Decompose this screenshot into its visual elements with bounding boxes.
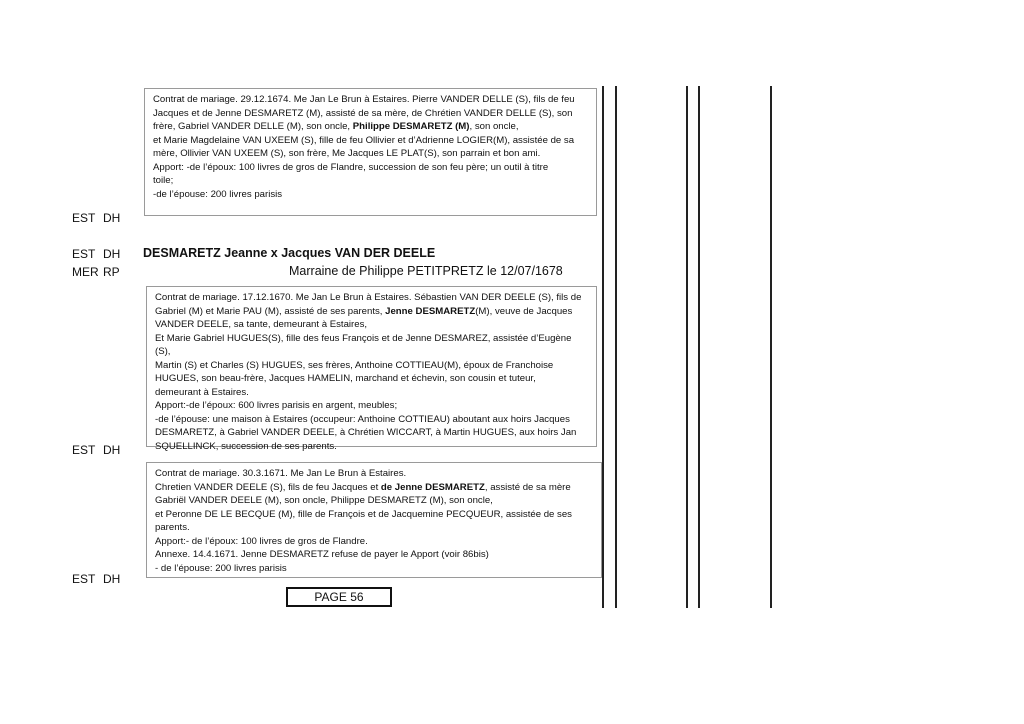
- contract-line: -de l’épouse: une maison à Estaires (occupeur: Anthoine COTTIEAU) aboutant aux hoirs Jacques: [155, 413, 570, 425]
- contract-line: [153, 120, 588, 134]
- contract-line: Contrat de mariage. 29.12.1674. Me Jan Le Brun à Estaires. Pierre VANDER DELLE (S), fils de feu: [153, 94, 575, 105]
- person-title: DESMARETZ Jeanne x Jacques VAN DER DEELE: [143, 246, 436, 260]
- contract-line: [155, 305, 588, 319]
- contract-text: Chretien VANDER DEELE (S), fils de feu Jacques et: [155, 481, 381, 493]
- page-number: PAGE 56: [286, 587, 392, 607]
- tag-dh: DH: [103, 572, 121, 586]
- marriage-contract-1670: [146, 286, 597, 452]
- contract-text: (M), veuve de Jacques: [475, 305, 573, 317]
- contract-line: mère, Ollivier VAN UXEEM (S), son frère, Me Jacques LE PLAT(S), son parrain et bon ami.: [153, 148, 541, 159]
- tag-dh: DH: [103, 247, 121, 261]
- contract-line: Annexe. 14.4.1671. Jenne DESMARETZ refuse de payer le Apport (voir 86bis): [155, 549, 489, 560]
- contract-line: -de l’épouse: 200 livres parisis: [153, 188, 283, 200]
- contract-line: Gabriël VANDER DEELE (M), son oncle, Philippe DESMARETZ (M), son oncle,: [155, 495, 493, 506]
- contract-line: Jacques et de Jenne DESMARETZ (M), assisté de sa mère, de Chrétien VANDER DELLE (S), son: [153, 107, 573, 119]
- contract-line: Contrat de mariage. 17.12.1670. Me Jan Le Brun à Estaires. Sébastien VAN DER DEELE (S), fils de: [155, 292, 582, 303]
- contract-line: et Peronne DE LE BECQUE (M), fille de François et de Jacquemine PECQUEUR, assistée de ses: [155, 508, 572, 520]
- contract-line: Apport: -de l’époux: 100 livres de gros de Flandre, succession de son feu père; un outil à titre: [153, 161, 549, 173]
- contract-line: parents.: [155, 522, 190, 533]
- column-divider: [698, 86, 700, 608]
- bold-name: Philippe DESMARETZ (M): [352, 121, 470, 132]
- person-subtitle: Marraine de Philippe PETITPRETZ le 12/07/1678: [289, 264, 563, 278]
- contract-line: toile;: [153, 175, 174, 186]
- contract-line: Apport:- de l’époux: 100 livres de gros de Flandre.: [155, 535, 368, 547]
- contract-line: Et Marie Gabriel HUGUES(S), fille des feus François et de Jenne DESMAREZ, assistée d’Eugène (S),: [155, 332, 572, 357]
- contract-line: Martin (S) et Charles (S) HUGUES, ses frères, Anthoine COTTIEAU(M), époux de Franchoise: [155, 359, 554, 371]
- contract-text: frère, Gabriel VANDER DELLE (M), son oncle,: [153, 121, 353, 132]
- contract-line: VANDER DEELE, sa tante, demeurant à Estaires,: [155, 319, 368, 330]
- bold-name: Jenne DESMARETZ: [385, 305, 476, 317]
- column-divider: [615, 86, 617, 608]
- tag-est: EST: [72, 443, 96, 457]
- column-divider: [770, 86, 772, 608]
- contract-line: DESMARETZ, à Gabriel VANDER DEELE, à Chrétien WICCART, à Martin HUGUES, aux hoirs Jan: [155, 427, 577, 438]
- contract-line: Apport:-de l’époux: 600 livres parisis en argent, meubles;: [155, 400, 398, 411]
- column-divider: [602, 86, 604, 608]
- contract-text: , son oncle,: [469, 121, 519, 132]
- contract-line: HUGUES, son beau-frère, Jacques HAMELIN, marchand et échevin, son cousin et tuteur,: [155, 373, 536, 384]
- contract-text: , assisté de sa mère: [484, 481, 571, 493]
- bold-name: de Jenne DESMARETZ: [380, 481, 485, 493]
- column-divider: [686, 86, 688, 608]
- tag-est: EST: [72, 211, 96, 225]
- tag-est: EST: [72, 572, 96, 586]
- contract-line: [155, 481, 593, 495]
- marriage-contract-1674: [144, 88, 597, 216]
- marriage-contract-1671: [146, 462, 602, 578]
- tag-mer: MER: [72, 265, 99, 279]
- tag-dh: DH: [103, 443, 121, 457]
- contract-line: - de l’épouse: 200 livres parisis: [155, 562, 287, 574]
- contract-line: demeurant à Estaires.: [155, 386, 249, 398]
- tag-est: EST: [72, 247, 96, 261]
- tag-rp: RP: [103, 265, 120, 279]
- contract-line: SQUELLINCK, succession de ses parents.: [155, 440, 337, 452]
- contract-text: Gabriel (M) et Marie PAU (M), assisté de ses parents,: [155, 305, 386, 317]
- contract-line: et Marie Magdelaine VAN UXEEM (S), fille de feu Ollivier et d’Adrienne LOGIER(M), assistée de sa: [153, 134, 575, 146]
- contract-line: Contrat de mariage. 30.3.1671. Me Jan Le Brun à Estaires.: [155, 468, 407, 479]
- tag-dh: DH: [103, 211, 121, 225]
